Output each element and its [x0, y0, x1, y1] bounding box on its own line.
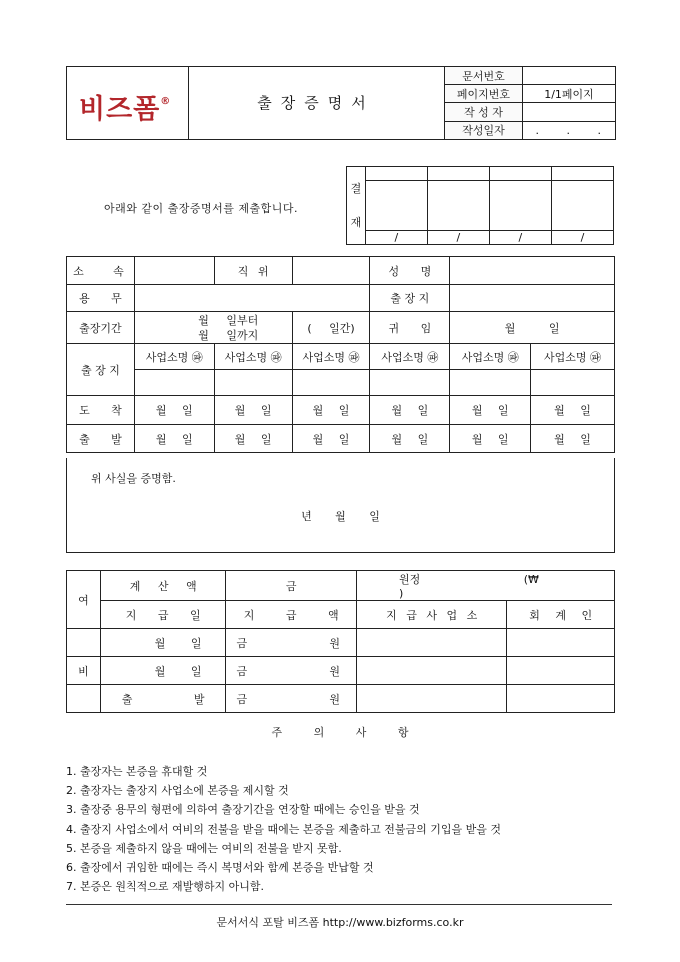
- note-item: 3. 출장중 용무의 형편에 의하여 출장기간을 연장할 때에는 승인을 받을 것: [66, 803, 420, 817]
- departure-date[interactable]: 월 일: [531, 425, 615, 453]
- business-label: 용 무: [67, 285, 135, 312]
- seal-field[interactable]: [370, 370, 450, 396]
- expense-side-spacer: [67, 685, 101, 713]
- period-days[interactable]: ( 일간): [292, 312, 370, 344]
- expense-side-label-bottom: 비: [67, 657, 101, 685]
- seal-field[interactable]: [134, 370, 214, 396]
- document-meta-table: [444, 67, 615, 139]
- seal-field[interactable]: [531, 370, 615, 396]
- notes-list: [66, 762, 501, 896]
- pay-amount-2[interactable]: 금 원: [226, 657, 357, 685]
- departure-date[interactable]: 월 일: [292, 425, 370, 453]
- arrival-date[interactable]: 월 일: [370, 396, 450, 425]
- meta-label: 작 성 자: [445, 103, 523, 121]
- certification-box: [66, 458, 615, 553]
- certification-date[interactable]: 년 월 일: [301, 510, 380, 523]
- period-label: 출장기간: [67, 312, 135, 344]
- pay-amount-1[interactable]: 금 원: [226, 629, 357, 657]
- approval-title-cell[interactable]: [551, 167, 613, 181]
- calc-label: 계 산 액: [100, 571, 226, 601]
- destination-field[interactable]: [450, 285, 615, 312]
- meta-label: 작성일자: [445, 121, 523, 139]
- total-amount-field[interactable]: 원정 (₩ ): [356, 571, 614, 601]
- head-pay-date: 지 급 일: [100, 601, 226, 629]
- return-label: 귀 임: [370, 312, 450, 344]
- period-from: 월 일부터: [198, 313, 259, 327]
- arrival-date[interactable]: 월 일: [214, 396, 292, 425]
- departure-pay-label: 출 발: [100, 685, 226, 713]
- footer-text: 문서서식 포탈 비즈폼 http://www.bizforms.co.kr: [216, 916, 464, 929]
- name-field[interactable]: [450, 257, 615, 285]
- travel-expense-table: [66, 570, 615, 713]
- period-field[interactable]: [134, 312, 292, 344]
- pay-date-1[interactable]: 월 일: [100, 629, 226, 657]
- seal-field[interactable]: [214, 370, 292, 396]
- departure-date[interactable]: 월 일: [450, 425, 531, 453]
- approval-date-cell[interactable]: /: [427, 231, 489, 245]
- logo-cell: [67, 67, 189, 139]
- note-item: 2. 출장자는 출장지 사업소에 본증을 제시할 것: [66, 784, 289, 798]
- meta-label: 문서번호: [445, 67, 523, 85]
- approval-date-cell[interactable]: /: [551, 231, 613, 245]
- seal-label: 사업소명 ㉺: [292, 344, 370, 370]
- expense-side-spacer: [67, 629, 101, 657]
- approval-title-cell[interactable]: [489, 167, 551, 181]
- pay-date-2[interactable]: 월 일: [100, 657, 226, 685]
- name-label: 성 명: [370, 257, 450, 285]
- meta-label: 페이지번호: [445, 85, 523, 103]
- departure-date[interactable]: 월 일: [370, 425, 450, 453]
- seal-field[interactable]: [292, 370, 370, 396]
- notes-title: 주 의 사 항: [271, 726, 409, 739]
- accountant-1[interactable]: [507, 629, 615, 657]
- approval-title-cell[interactable]: [365, 167, 427, 181]
- arrival-date[interactable]: 월 일: [531, 396, 615, 425]
- pay-office-2[interactable]: [356, 657, 506, 685]
- seal-label: 사업소명 ㉺: [450, 344, 531, 370]
- seal-label: 사업소명 ㉺: [134, 344, 214, 370]
- arrival-date[interactable]: 월 일: [292, 396, 370, 425]
- approval-label: 결 재: [347, 167, 366, 245]
- destination-label: 출 장 지: [370, 285, 450, 312]
- affiliation-label: 소 속: [67, 257, 135, 285]
- meta-value-author[interactable]: [523, 103, 616, 121]
- note-item: 6. 출장에서 귀임한 때에는 즉시 복명서와 함께 본증을 반납할 것: [66, 861, 374, 875]
- affiliation-field[interactable]: [134, 257, 214, 285]
- position-label: 직 위: [214, 257, 292, 285]
- approval-sign-cell[interactable]: [551, 181, 613, 231]
- trip-place-label: 출 장 지: [67, 344, 135, 396]
- document-title: 출장증명서: [257, 94, 375, 112]
- approval-box: [346, 166, 614, 245]
- return-date-field[interactable]: 월 일: [450, 312, 615, 344]
- note-item: 4. 출장지 사업소에서 여비의 전불을 받을 때에는 본증을 제출하고 전불금의 기입을 받을 것: [66, 822, 501, 836]
- gold-label: 금: [226, 571, 357, 601]
- note-item: 1. 출장자는 본증을 휴대할 것: [66, 765, 208, 778]
- pay-office-3[interactable]: [356, 685, 506, 713]
- seal-label: 사업소명 ㉺: [531, 344, 615, 370]
- note-item: 5. 본증을 제출하지 않을 때에는 여비의 전불을 받지 못함.: [66, 841, 342, 855]
- departure-label: 출 발: [67, 425, 135, 453]
- head-pay-office: 지 급 사 업 소: [356, 601, 506, 629]
- intro-text: 아래와 같이 출장증명서를 제출합니다.: [104, 202, 299, 215]
- document-header: [66, 66, 616, 140]
- accountant-3[interactable]: [507, 685, 615, 713]
- seal-label: 사업소명 ㉺: [370, 344, 450, 370]
- pay-office-1[interactable]: [356, 629, 506, 657]
- period-to: 월 일까지: [198, 328, 259, 342]
- approval-sign-cell[interactable]: [427, 181, 489, 231]
- trip-info-table: [66, 256, 615, 453]
- approval-sign-cell[interactable]: [489, 181, 551, 231]
- expense-side-label-top: 여: [67, 571, 101, 629]
- bizforms-logo: 비즈폼®: [79, 94, 172, 125]
- approval-sign-cell[interactable]: [365, 181, 427, 231]
- departure-date[interactable]: 월 일: [214, 425, 292, 453]
- accountant-2[interactable]: [507, 657, 615, 685]
- arrival-date[interactable]: 월 일: [134, 396, 214, 425]
- approval-date-cell[interactable]: /: [365, 231, 427, 245]
- certification-text: 위 사실을 증명함.: [91, 472, 176, 485]
- meta-value-page: 1/1페이지: [523, 85, 616, 103]
- position-field[interactable]: [292, 257, 370, 285]
- head-pay-amount: 지 급 액: [226, 601, 357, 629]
- departure-date[interactable]: 월 일: [134, 425, 214, 453]
- approval-title-cell[interactable]: [427, 167, 489, 181]
- arrival-label: 도 착: [67, 396, 135, 425]
- head-accountant: 회 계 인: [507, 601, 615, 629]
- approval-date-cell[interactable]: /: [489, 231, 551, 245]
- pay-amount-3[interactable]: 금 원: [226, 685, 357, 713]
- seal-field[interactable]: [450, 370, 531, 396]
- note-item: 7. 본증은 원칙적으로 재발행하지 아니함.: [66, 880, 264, 894]
- meta-value-doc-number[interactable]: [523, 67, 616, 85]
- business-field[interactable]: [134, 285, 370, 312]
- footer-divider: [66, 904, 612, 905]
- seal-label: 사업소명 ㉺: [214, 344, 292, 370]
- meta-value-date[interactable]: . . .: [523, 121, 616, 139]
- arrival-date[interactable]: 월 일: [450, 396, 531, 425]
